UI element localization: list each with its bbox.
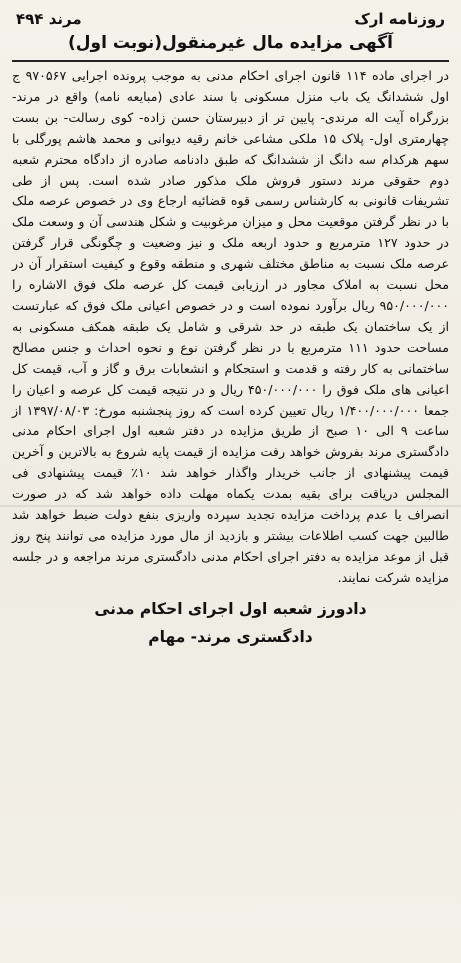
newspaper-name: روزنامه ارک [354,10,445,28]
notice-body: در اجرای ماده ۱۱۴ قانون اجرای احکام مدنی به موجب پرونده اجرایی ۹۷۰۵۶۷ ج اول ششدانگ یک باب منزل مسکونی با سند عادی (مبایعه نامه) واقع در مرند- بزرگراه آیت اله مرندی- پایین تر از دبیرستان حسن زاده- کوی رسالت- بن بست چهارمتری اول- پلاک ۱۵ ملکی مشاعی خانم رقیه دیوانی و محمد هاشم پورگلی با سهم هرکدام سه دانگ از ششدانگ که طبق دادنامه صادره از دادگاه محترم شعبه دوم حقوقی مرند دستور فروش ملک مذکور صادر شده است. پس از طی تشریفات قانونی به کارشناس رسمی قوه قضائیه ارجاع وی در خصوص عرصه ملک با در نظر گرفتن موقعیت محل و میزان مرغوبیت و شکل هندسی آن و وسعت ملک در حدود ۱۲۷ مترمربع و حدود اربعه ملک و نیز وضعیت و چگونگی قرار گرفتن عرصه ملک نسبت به مناطق مختلف شهری و منطقه وقوع و کیفیت استقرار آن در محل نسبت به املاک مجاور در ارزیابی قیمت کل عرصه ملک فوق الاشاره را ۹۵۰/۰۰۰/۰۰۰ ریال برآورد نموده است و در خصوص اعیانی ملک فوق که عبارتست از یک ساختمان یک طبقه در حد شرقی و شامل یک طبقه همکف مسکونی به مساحت حدود ۱۱۱ مترمربع با در نظر گرفتن نوع و نحوه احداث و جنس مصالح ساختمانی به کار رفته و قدمت و استحکام و انشعابات برق و گاز و آب، قیمت کل اعیانی های ملک فوق را ۴۵۰/۰۰۰/۰۰۰ ریال و در نتیجه قیمت کل عرصه و اعیان را جمعا ۱/۴۰۰/۰۰۰/۰۰۰ ریال تعیین کرده است که روز پنجشنبه مورخ: ۱۳۹۷/۰۸/۰۳ از ساعت ۹ الی ۱۰ صبح از طریق مزایده در دفتر شعبه اول اجرای احکام مدنی دادگستری مرند بفروش خواهد رفت مزایده از قیمت پایه شروع به بالاترین و آخرین قیمت پیشنهادی از جانب خریدار واگذار خواهد شد ۱۰٪ قیمت پیشنهادی فی المجلس دریافت برای بقیه بمدت یکماه مهلت داده خواهد شد که در صورت انصراف یا عدم پرداخت مزایده تجدید سپرده واریزی بنفع دولت ضبط خواهد شد طالبین جهت کسب اطلاعات بیشتر و بازدید از مال مورد مزایده می توانند پنج روز قبل از موعد مزایده به دفتر اجرای احکام مدنی دادگستری مرند مراجعه و در جلسه مزایده شرکت نمایند. [12,68,450,585]
signature-line-1: دادورز شعبه اول اجرای احکام مدنی [94,599,367,618]
masthead [16,8,445,30]
paper-fold-line [0,505,461,507]
signature-block [12,595,449,651]
notice-title: آگهی مزایده مال غیرمنقول(نوبت اول) [12,30,449,62]
signature-line-2: دادگستری مرند- مهام [148,627,313,646]
issue-number: مرند ۴۹۴ [16,10,82,28]
